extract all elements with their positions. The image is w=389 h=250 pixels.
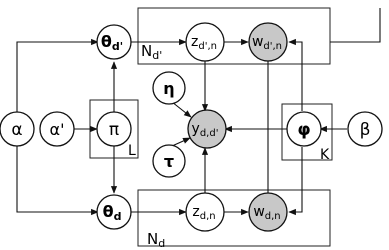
- node-z-top: [186, 23, 224, 61]
- plate-top-label: $N_{d'}$: [141, 42, 163, 62]
- node-theta-top: [97, 25, 131, 59]
- node-w-top: [249, 23, 287, 61]
- node-z-bottom: [186, 193, 224, 231]
- node-eta: [153, 72, 185, 104]
- plate-top: [138, 8, 330, 64]
- plate-bottom: [138, 190, 330, 246]
- plate-bottom-label: $N_d$: [147, 230, 166, 250]
- node-alpha-prime: [40, 112, 74, 146]
- node-tau: [153, 145, 185, 177]
- node-w-bottom: [249, 193, 287, 231]
- edge-eta-y: [172, 102, 191, 117]
- plate-phi-label: K: [320, 147, 330, 163]
- edge-phi-w-top: [289, 42, 302, 111]
- node-z-top-label: $z_{d',n}$: [191, 34, 217, 52]
- node-phi: [287, 112, 321, 146]
- node-theta-bottom: [97, 195, 131, 229]
- node-phi-label: φ: [297, 120, 311, 140]
- node-theta-top-label: θd': [100, 32, 124, 53]
- node-alpha-label: α: [11, 120, 23, 140]
- edge-top-return: [330, 8, 380, 42]
- node-y: [188, 110, 226, 148]
- plate-pi-label: L: [128, 143, 136, 159]
- node-tau-label: τ: [163, 152, 175, 171]
- node-pi-label: π: [108, 120, 120, 140]
- nodes: [0, 23, 382, 231]
- node-w-top-label: $w_{d',n}$: [251, 34, 283, 52]
- node-alpha: [0, 112, 34, 146]
- edge-alpha-theta-bot: [17, 146, 98, 212]
- node-eta-label: η: [163, 79, 175, 98]
- node-w-bottom-label: $w_{d,n}$: [253, 204, 281, 222]
- node-beta-label: β: [359, 120, 371, 140]
- edge-phi-w-bot: [289, 147, 302, 212]
- node-y-label: $y_{d,d'}$: [191, 121, 219, 139]
- node-pi: [97, 112, 131, 146]
- node-z-bottom-label: $z_{d,n}$: [192, 204, 216, 222]
- node-beta: [348, 112, 382, 146]
- node-alpha-prime-label: α': [49, 120, 65, 139]
- node-theta-bottom-label: θd: [102, 202, 122, 223]
- edge-tau-y: [172, 138, 190, 146]
- edge-alpha-theta-top: [17, 42, 98, 112]
